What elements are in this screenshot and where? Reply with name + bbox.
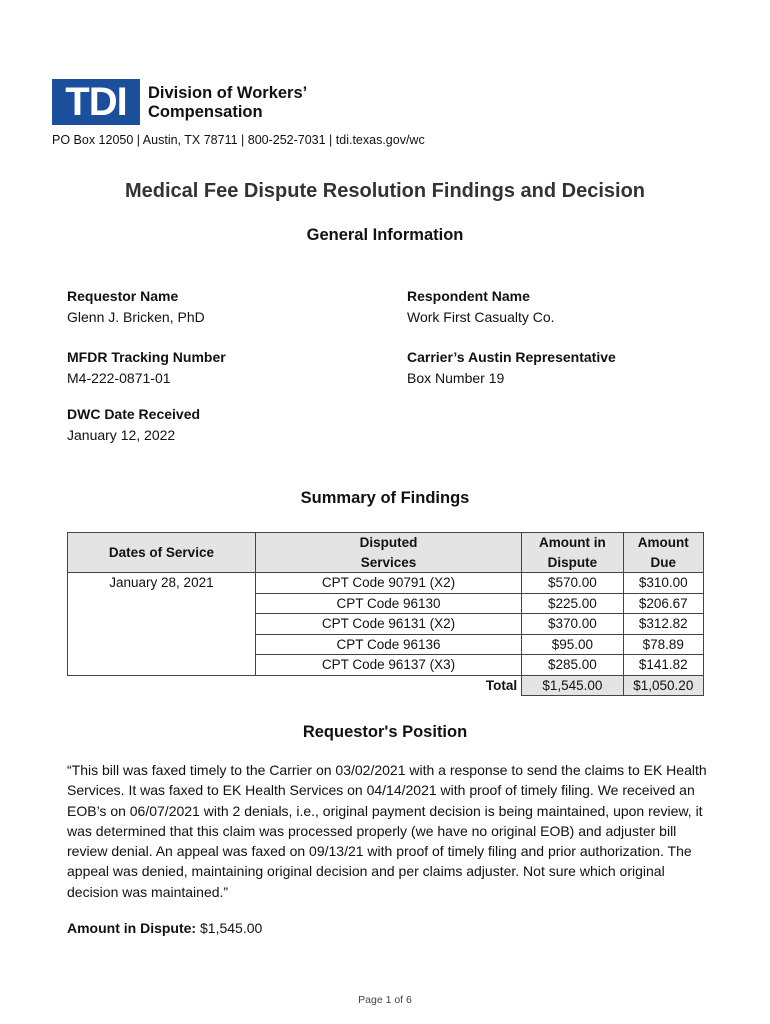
total-amount: $1,545.00	[522, 675, 623, 696]
amount-cell: $285.00	[522, 655, 623, 676]
col-services-header	[255, 533, 521, 573]
amount-cell: $95.00	[522, 634, 623, 655]
col-due-line-1: Amount	[637, 535, 689, 550]
due-cell: $310.00	[623, 573, 703, 594]
carrier-label: Carrier’s Austin Representative	[407, 349, 616, 365]
amount-in-dispute-value: $1,545.00	[200, 920, 263, 936]
contact-address: PO Box 12050 | Austin, TX 78711 | 800-252-7031 | tdi.texas.gov/wc	[52, 133, 425, 147]
total-row	[68, 675, 704, 696]
table-header-row	[68, 533, 704, 573]
requestor-value: Glenn J. Bricken, PhD	[67, 309, 205, 325]
general-info-heading: General Information	[306, 226, 464, 244]
carrier-value: Box Number 19	[407, 370, 505, 386]
col-dates-header: Dates of Service	[68, 533, 256, 573]
due-cell: $312.82	[623, 614, 703, 635]
table-row	[68, 573, 704, 594]
tracking-label: MFDR Tracking Number	[67, 349, 226, 365]
service-cell: CPT Code 90791 (X2)	[255, 573, 521, 594]
amount-cell: $370.00	[522, 614, 623, 635]
service-cell: CPT Code 96137 (X3)	[255, 655, 521, 676]
respondent-value: Work First Casualty Co.	[407, 309, 555, 325]
division-line-1: Division of Workers’	[148, 84, 308, 102]
total-due: $1,050.20	[623, 675, 703, 696]
amount-in-dispute	[67, 920, 262, 936]
col-services-line-1: Disputed	[359, 535, 418, 550]
received-value: January 12, 2022	[67, 427, 176, 443]
total-spacer	[68, 675, 256, 696]
col-due-header	[623, 533, 703, 573]
due-cell: $206.67	[623, 593, 703, 614]
requestor-label: Requestor Name	[67, 288, 179, 304]
col-due-line-2: Due	[650, 554, 677, 570]
col-amount-header	[522, 533, 623, 573]
service-cell: CPT Code 96131 (X2)	[255, 614, 521, 635]
received-label: DWC Date Received	[67, 406, 201, 422]
date-of-service: January 28, 2021	[68, 573, 256, 676]
amount-in-dispute-label: Amount in Dispute:	[67, 920, 197, 936]
tracking-value: M4-222-0871-01	[67, 370, 171, 386]
service-cell: CPT Code 96130	[255, 593, 521, 614]
division-line-2: Compensation	[148, 103, 263, 121]
service-cell: CPT Code 96136	[255, 634, 521, 655]
summary-heading: Summary of Findings	[300, 489, 470, 507]
col-amount-line-2: Dispute	[547, 554, 598, 570]
total-label: Total	[255, 675, 521, 696]
division-name	[148, 84, 307, 122]
tdi-logo: TDI	[52, 79, 140, 125]
respondent-label: Respondent Name	[407, 288, 530, 304]
col-amount-line-1: Amount in	[538, 535, 606, 550]
page-title: Medical Fee Dispute Resolution Findings and Decision	[124, 180, 646, 202]
due-cell: $141.82	[623, 655, 703, 676]
page-number: Page 1 of 6	[358, 994, 412, 1006]
amount-cell: $225.00	[522, 593, 623, 614]
col-services-line-2: Services	[360, 554, 417, 570]
position-text: “This bill was faxed timely to the Carrier on 03/02/2021 with a response to send the claims to EK Health Services. It was faxed to EK Health Services on 04/14/2021 with proof of timely filing. We received an EOB’s on 06/07/2021 with 2 denials, i.e., original payment decision is being maintained, upon review, it was determined that this claim was processed properly (we have no original EOB) and adjuster bill review denial. An appeal was faxed on 09/13/21 with proof of timely filing and prior authorization. The appeal was denied, maintaining original decision and per claims adjuster. Not sure which original decision was maintained.”	[67, 762, 707, 900]
due-cell: $78.89	[623, 634, 703, 655]
amount-cell: $570.00	[522, 573, 623, 594]
summary-table	[67, 532, 704, 696]
position-heading: Requestor's Position	[302, 723, 468, 741]
